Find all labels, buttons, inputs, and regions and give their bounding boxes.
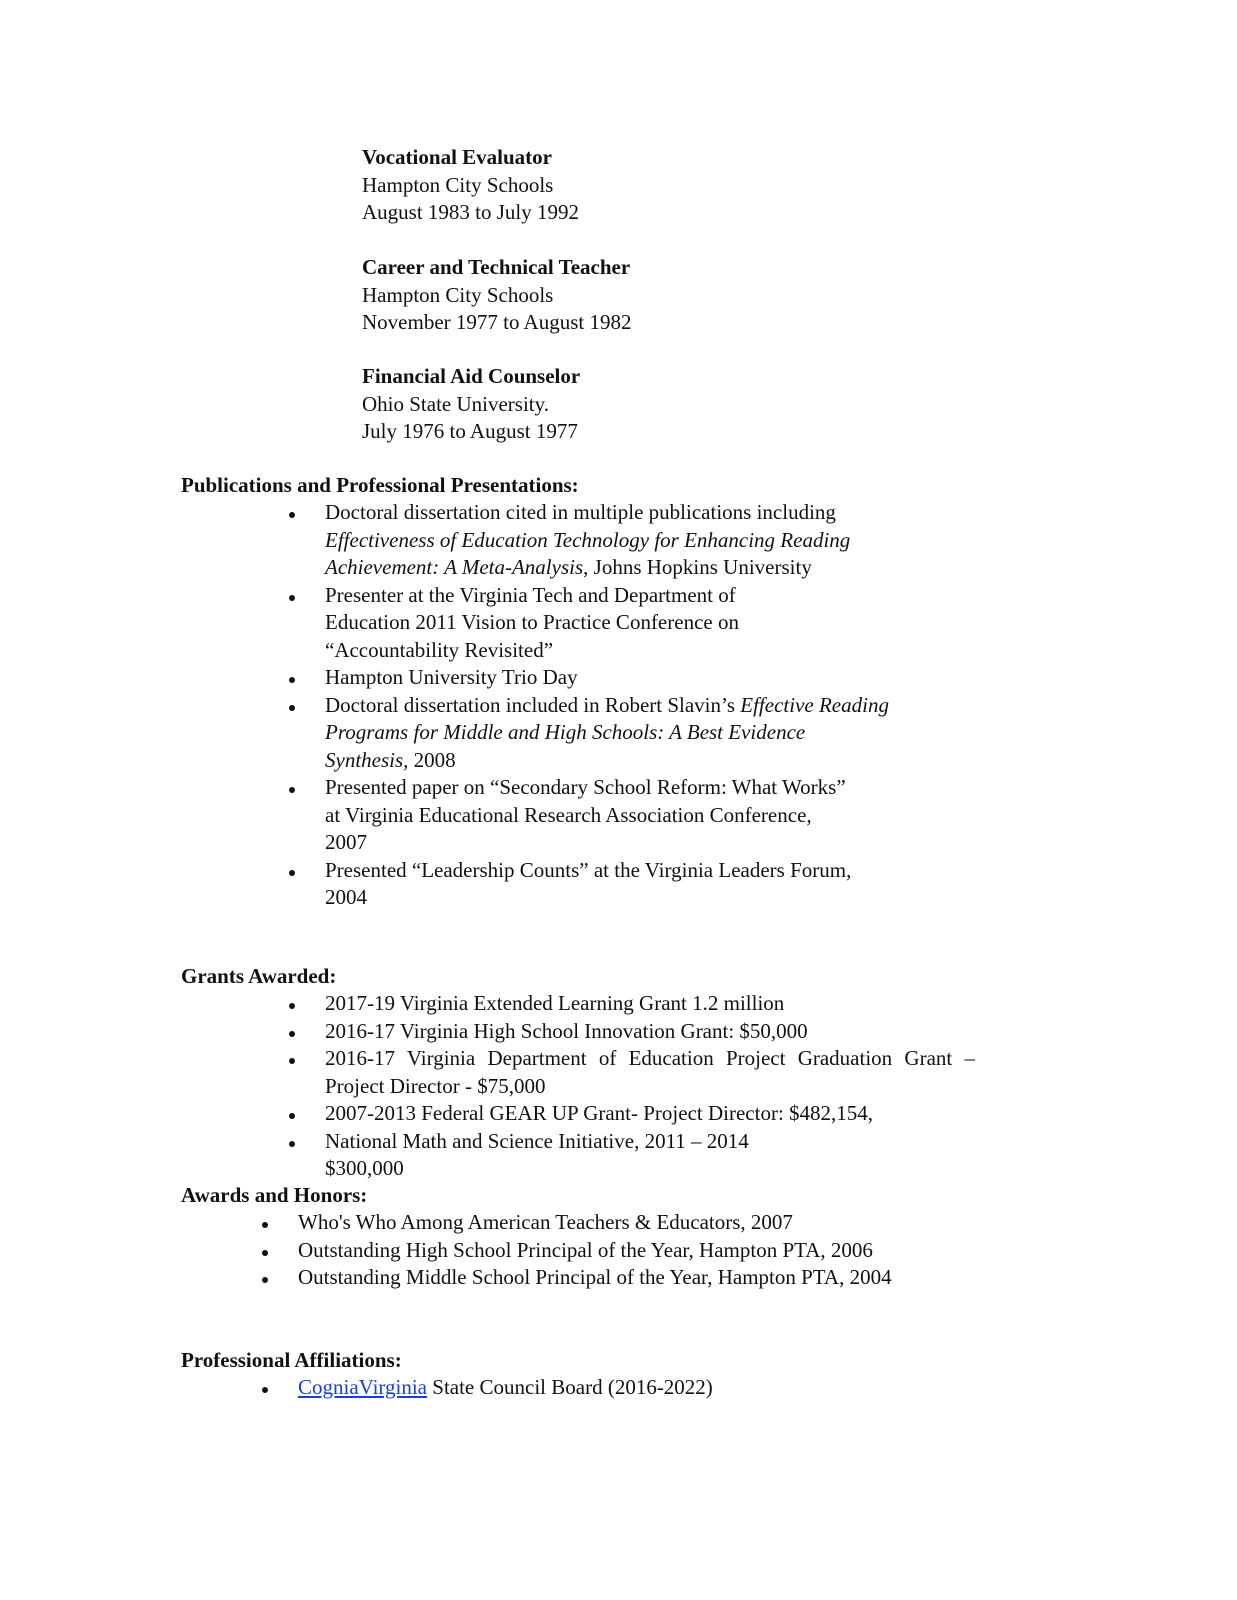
list-item (298, 1209, 1018, 1237)
list-item (325, 1018, 985, 1046)
item-text: 2017-19 Virginia Extended Learning Grant 1.2 million (325, 991, 785, 1015)
job-title: Vocational Evaluator (362, 145, 552, 169)
bullet-icon (289, 870, 295, 876)
item-text: Doctoral dissertation cited in multiple publications including (325, 500, 836, 524)
item-italic-title: Effectiveness of Education Technology for Enhancing Reading Achievement: A Meta-Analysis (325, 527, 851, 579)
bullet-icon (289, 705, 295, 711)
bullet-icon (289, 1141, 295, 1147)
bullet-icon (289, 677, 295, 683)
bullet-icon (289, 1031, 295, 1037)
list-item (325, 664, 925, 692)
affiliations-heading: Professional Affiliations: (181, 1348, 402, 1372)
item-text: Outstanding Middle School Principal of the Year, Hampton PTA, 2004 (298, 1265, 892, 1289)
item-text: Presented “Leadership Counts” at the Virginia Leaders Forum, 2004 (325, 857, 852, 909)
list-item (325, 499, 890, 582)
item-text-suffix: , Johns Hopkins University (583, 555, 812, 579)
publications-heading: Publications and Professional Presentations: (181, 473, 579, 497)
item-text: National Math and Science Initiative, 2011 – 2014 $300,000 (325, 1128, 749, 1180)
job-entry (362, 254, 631, 337)
item-text: Doctoral dissertation included in Robert Slavin’s (325, 692, 741, 717)
item-text-suffix: 2008 (408, 747, 456, 772)
grants-list (325, 990, 985, 1183)
list-item (325, 582, 815, 665)
item-text: Hampton University Trio Day (325, 665, 578, 689)
item-text: Presenter at the Virginia Tech and Department of Education 2011 Vision to Practice Conference on “Accountability Revisited” (325, 582, 739, 662)
list-item (325, 990, 985, 1018)
bullet-icon (289, 1058, 295, 1064)
bullet-icon (289, 512, 295, 518)
bullet-icon (262, 1277, 268, 1283)
item-text: State Council Board (2016-2022) (427, 1375, 713, 1399)
job-entry (362, 363, 580, 446)
list-item (325, 692, 890, 775)
item-italic-title: Effective Reading Programs for Middle and High Schools: A Best Evidence Synthesis, (325, 692, 889, 772)
bullet-icon (262, 1250, 268, 1256)
bullet-icon (262, 1387, 268, 1393)
item-text: Outstanding High School Principal of the Year, Hampton PTA, 2006 (298, 1237, 873, 1262)
item-text: Who's Who Among American Teachers & Educators, 2007 (298, 1210, 793, 1234)
list-item (298, 1237, 1018, 1265)
list-item (325, 1100, 985, 1128)
list-item (325, 857, 865, 912)
job-organization: Hampton City Schools (362, 172, 554, 197)
publications-list (325, 499, 925, 912)
list-item (298, 1264, 1018, 1292)
list-item (298, 1374, 1018, 1402)
job-organization: Ohio State University. (362, 391, 550, 416)
awards-list (298, 1209, 1018, 1292)
job-dates: November 1977 to August 1982 (362, 310, 632, 334)
list-item (325, 774, 850, 857)
job-title: Career and Technical Teacher (362, 255, 631, 279)
item-text: 2007-2013 Federal GEAR UP Grant- Project Director: $482,154, (325, 1101, 874, 1125)
awards-heading: Awards and Honors: (181, 1183, 368, 1207)
item-text: 2016-17 Virginia High School Innovation Grant: $50,000 (325, 1018, 808, 1043)
cognia-virginia-link[interactable]: CogniaVirginia (298, 1375, 428, 1399)
bullet-icon (262, 1222, 268, 1228)
job-organization: Hampton City Schools (362, 282, 554, 307)
job-entry (362, 144, 579, 227)
job-dates: July 1976 to August 1977 (362, 419, 578, 443)
grants-heading: Grants Awarded: (181, 964, 337, 988)
bullet-icon (289, 1113, 295, 1119)
bullet-icon (289, 1003, 295, 1009)
job-title: Financial Aid Counselor (362, 364, 581, 388)
list-item (325, 1128, 825, 1183)
item-text: 2016-17 Virginia Department of Education Project Graduation Grant – Project Director - $75,000 (325, 1046, 975, 1098)
item-text: Presented paper on “Secondary School Reform: What Works” at Virginia Educational Research Association Conference, 2007 (325, 775, 846, 854)
bullet-icon (289, 787, 295, 793)
bullet-icon (289, 595, 295, 601)
affiliations-list (298, 1374, 1018, 1402)
job-dates: August 1983 to July 1992 (362, 200, 580, 224)
list-item (325, 1045, 975, 1100)
